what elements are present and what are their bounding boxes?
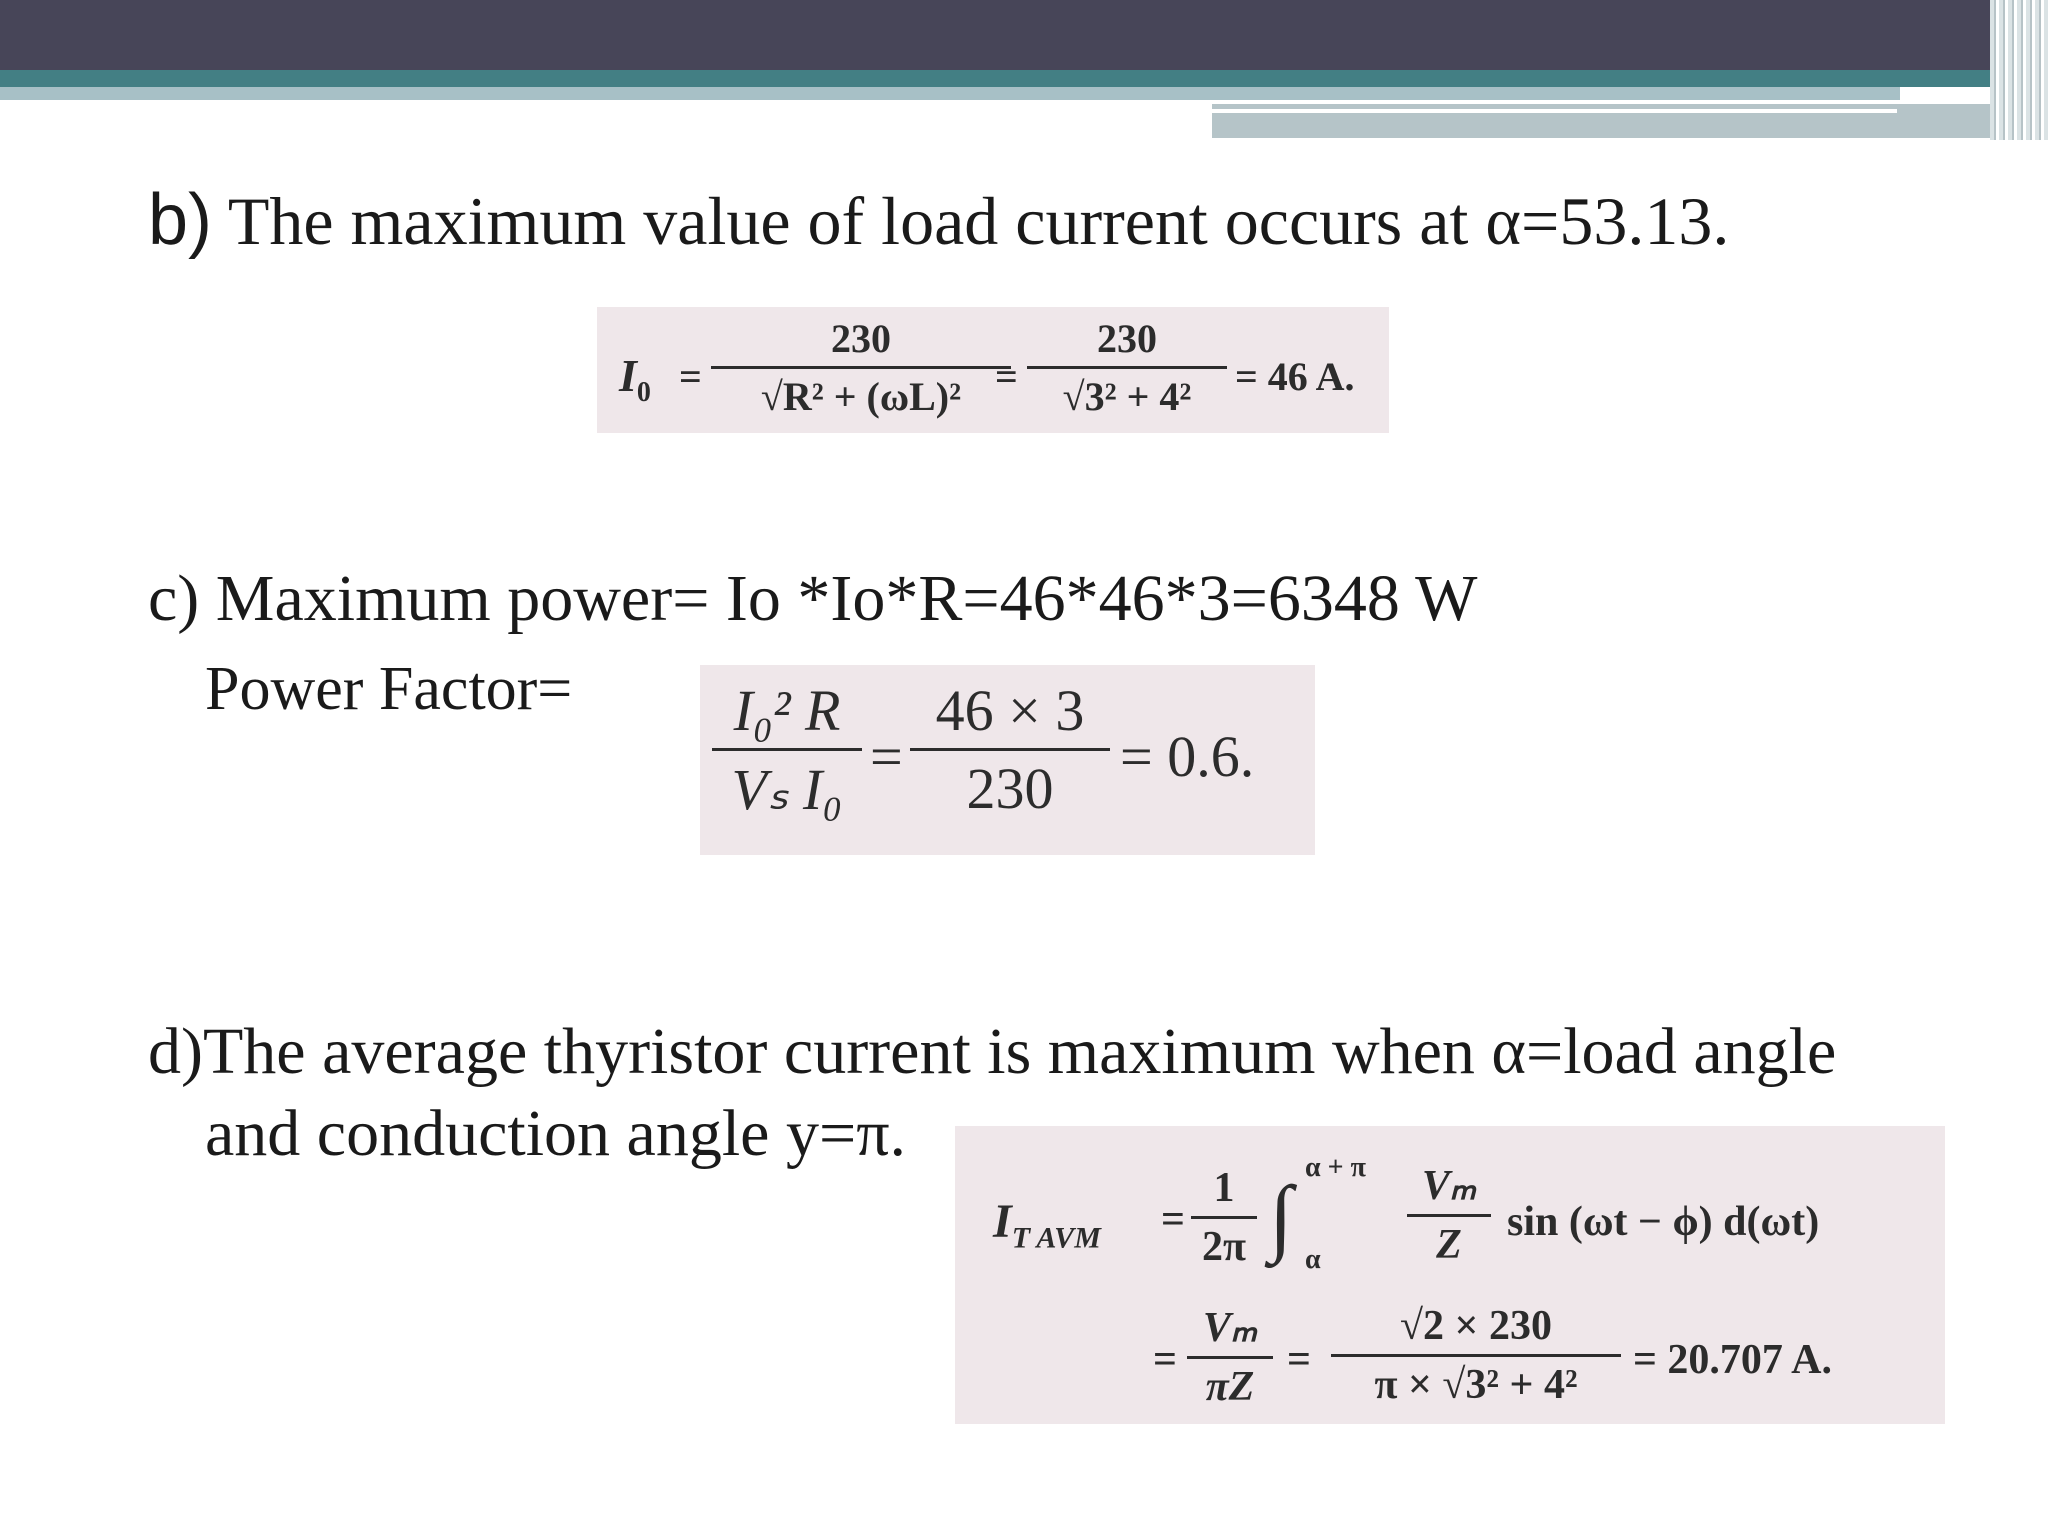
- slide-header-stripes: [1990, 0, 2048, 140]
- formula-d-eq1: =: [1161, 1197, 1185, 1243]
- section-b-text: The maximum value of load current occurs at α=53.13.: [227, 183, 1730, 259]
- integral-sign: ∫: [1269, 1168, 1293, 1264]
- load-current-formula: [597, 307, 1389, 433]
- formula-c-fraction-1: I₀² R Vₛ I₀: [712, 677, 862, 823]
- formula-b-fraction-2: 230 √3² + 4²: [1027, 315, 1227, 420]
- formula-b-eq2: =: [995, 354, 1018, 399]
- section-b-label: b): [148, 180, 213, 260]
- formula-c-fraction-2: 46 × 3 230: [910, 677, 1110, 822]
- section-b-heading: [148, 180, 1729, 261]
- average-thyristor-current-formula: [955, 1126, 1945, 1424]
- formula-b-lhs: $I_0$: [619, 350, 651, 409]
- formula-d-upper-limit: α + π: [1305, 1152, 1366, 1183]
- formula-d-lower-limit: α: [1305, 1244, 1321, 1275]
- slide-header-white-line: [1212, 109, 1897, 113]
- power-factor-formula: [700, 665, 1315, 855]
- section-c-line-1: c) Maximum power= Io *Io*R=46*46*3=6348 W: [148, 562, 1478, 635]
- formula-d-lhs: $I_{T AVM}$: [993, 1195, 1101, 1255]
- formula-b-eq1: =: [679, 354, 702, 399]
- formula-d-eq2: =: [1153, 1337, 1177, 1383]
- formula-d-result: = 20.707 A.: [1633, 1337, 1832, 1383]
- slide-header-bar: [0, 0, 2048, 70]
- section-c-line-2: Power Factor=: [205, 655, 573, 723]
- formula-d-integrand: sin (ωt − ϕ) d(ωt): [1507, 1199, 1820, 1245]
- formula-b-result: = 46 A.: [1235, 354, 1355, 399]
- formula-d-fraction-2: Vₘ Z: [1407, 1160, 1491, 1269]
- formula-b-fraction-1: 230 √R² + (ωL)²: [711, 315, 1011, 420]
- formula-c-result: = 0.6.: [1120, 724, 1255, 789]
- slide-header-light-line: [0, 87, 1900, 100]
- formula-d-eq3: =: [1287, 1337, 1311, 1383]
- formula-d-fraction-1: 1 2π: [1191, 1164, 1257, 1271]
- slide-header-accent-band: [0, 70, 2048, 87]
- formula-d-fraction-4: √2 × 230 π × √3² + 4²: [1331, 1302, 1621, 1409]
- formula-d-fraction-3: Vₘ πZ: [1187, 1302, 1273, 1411]
- section-d-line-1: d)The average thyristor current is maximum when α=load angle: [148, 1015, 1837, 1088]
- section-d-line-2: and conduction angle y=π.: [205, 1097, 907, 1170]
- formula-c-eq: =: [870, 724, 903, 789]
